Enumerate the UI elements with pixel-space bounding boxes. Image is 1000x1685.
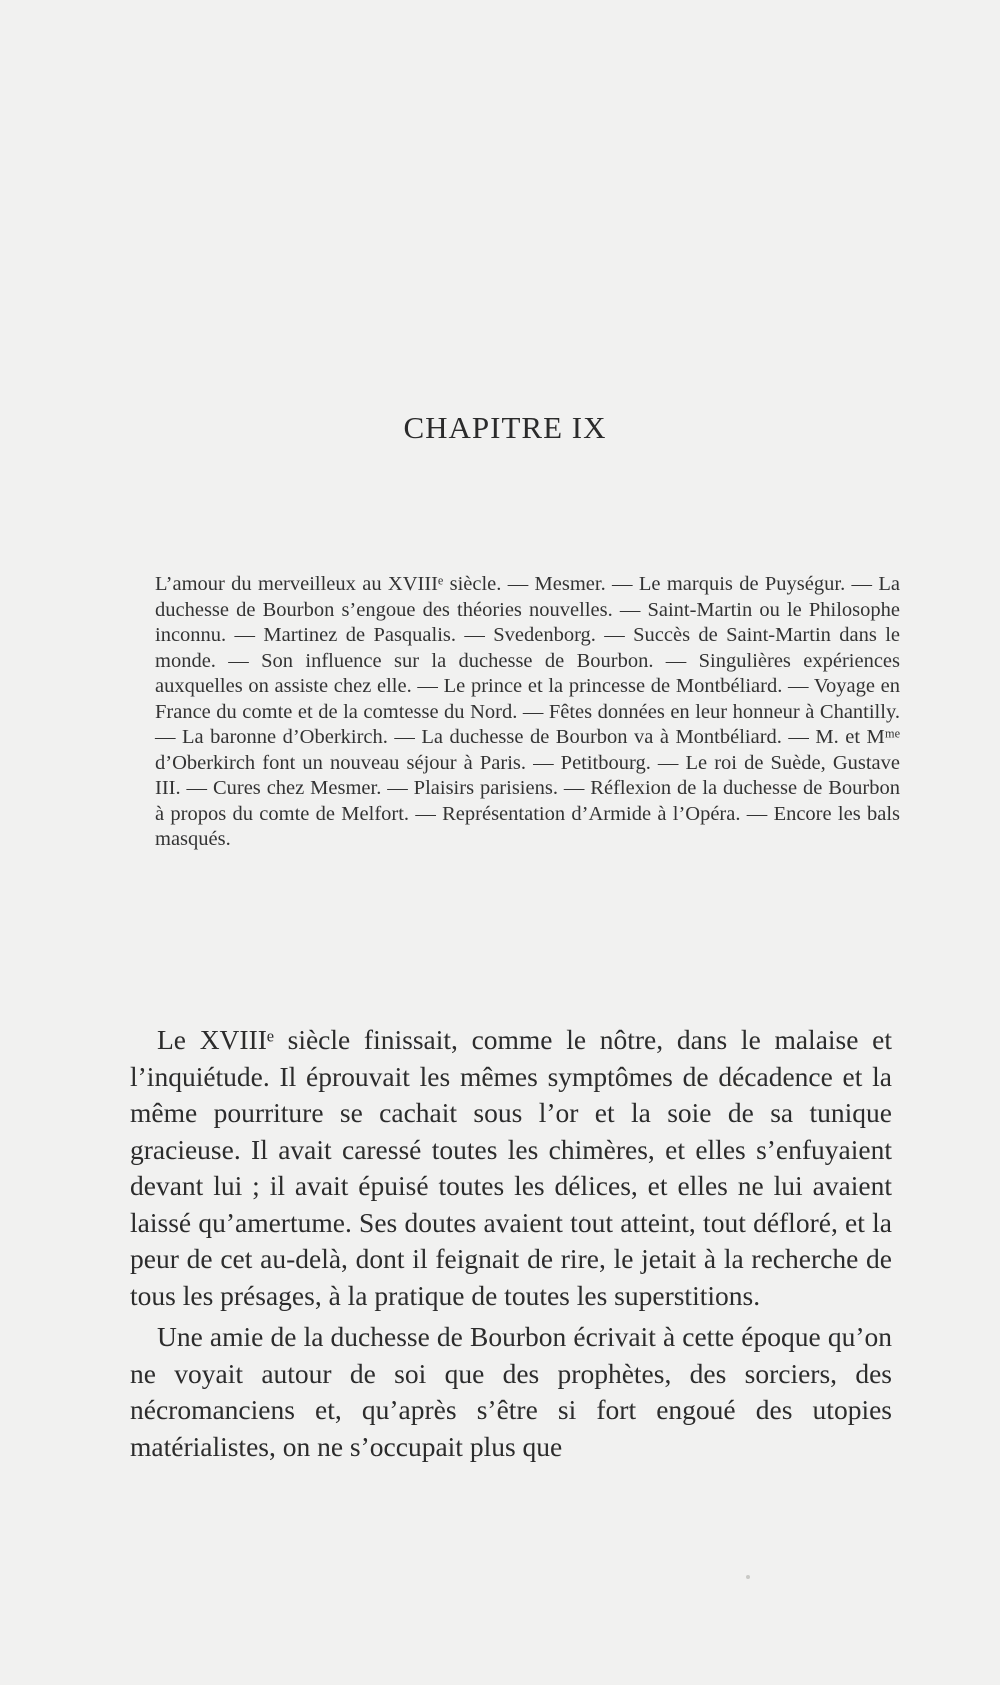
chapter-body [130,1022,892,1470]
body-paragraph-2: Une amie de la duchesse de Bourbon écrivait à cette époque qu’on ne voyait autour de soi que des prophètes, des sorciers, des nécromanciens et, qu’après s’être si fort engoué des utopies matérialistes, on ne s’occupait plus que [130,1321,892,1462]
summary-text: L’amour du merveilleux au XVIIIᵉ siècle. — Mesmer. — Le marquis de Puységur. — La duchesse de Bourbon s’engoue des théories nouvelles. — Saint-Martin ou le Philosophe inconnu. — Martinez de Pasqualis. — Svedenborg. — Succès de Saint-Martin dans le monde. — Son influence sur la duchesse de Bourbon. — Singulières expériences auxquelles on assiste chez elle. — Le prince et la princesse de Montbéliard. — Voyage en France du comte et de la comtesse du Nord. — Fêtes données en leur honneur à Chantilly. — La baronne d’Oberkirch. — La duchesse de Bourbon va à Montbéliard. — M. et Mᵐᵉ d’Oberkirch font un nouveau séjour à Paris. — Petitbourg. — Le roi de Suède, Gustave III. — Cures chez Mesmer. — Plaisirs parisiens. — Réflexion de la duchesse de Bourbon à propos du comte de Melfort. — Représentation d’Armide à l’Opéra. — Encore les bals masqués. [155,573,900,850]
body-paragraph-1: Le XVIIIᵉ siècle finissait, comme le nôtre, dans le malaise et l’inquiétude. Il éprouvait les mêmes symptômes de décadence et la même pourriture se cachait sous l’or et la soie de sa tunique gracieuse. Il avait caressé toutes les chimères, et elles s’enfuyaient devant lui ; il avait épuisé toutes les délices, et elles ne lui avaient laissé qu’amertume. Ses doutes avaient tout atteint, tout défloré, et la peur de cet au-delà, dont il feignait de rire, le jetait à la recherche de tous les présages, à la pratique de toutes les superstitions. [130,1024,892,1311]
paper-speck [746,1575,750,1579]
chapter-summary [155,572,900,853]
chapter-title: CHAPITRE IX [403,410,607,445]
